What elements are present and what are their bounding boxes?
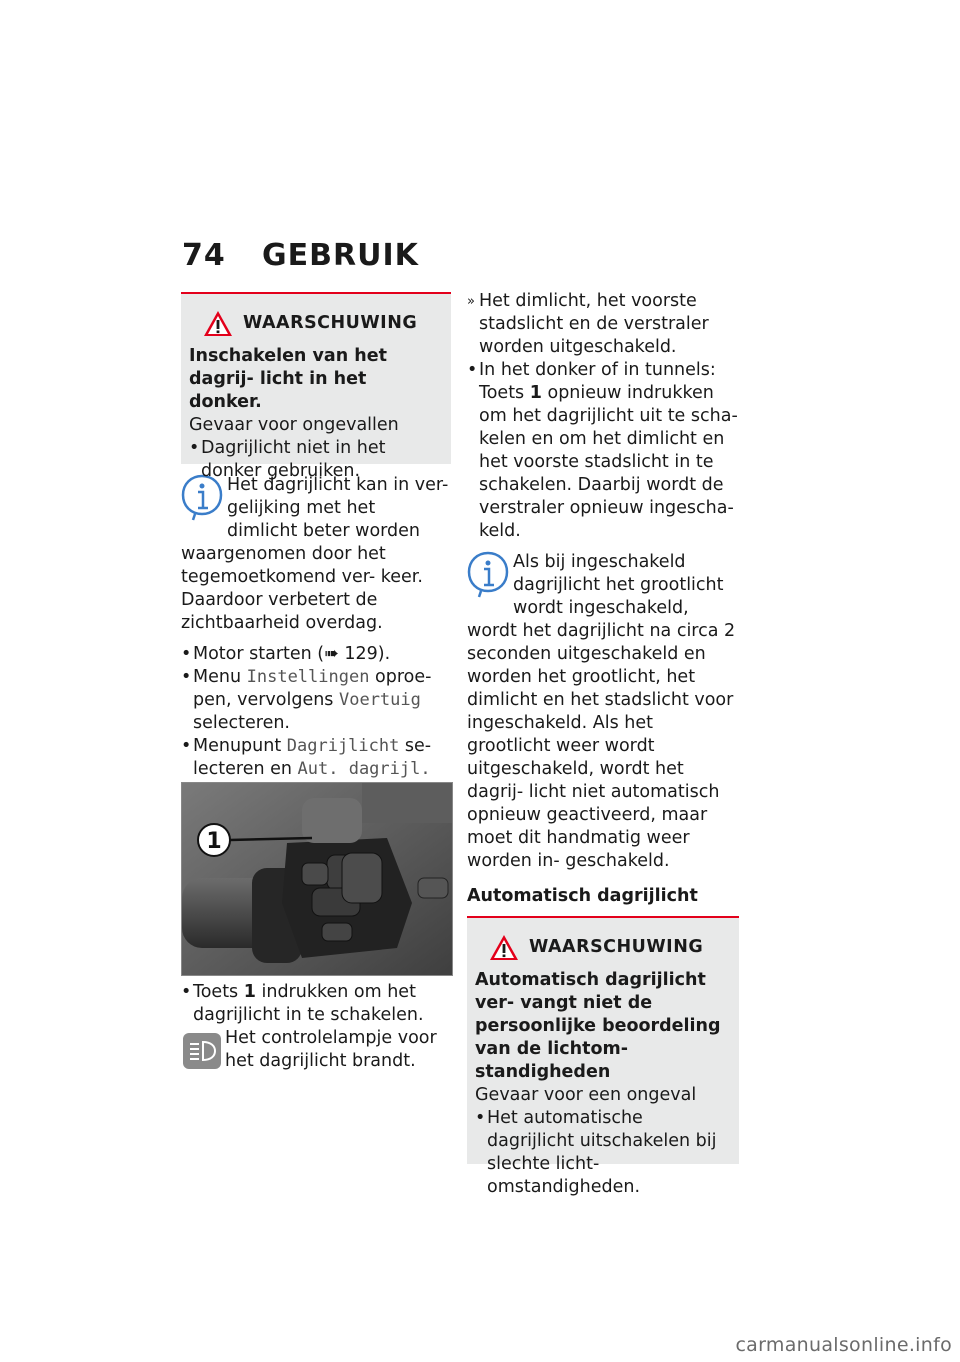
left-column-lower [181,981,451,1073]
warning-triangle-icon [203,310,233,337]
warning-header [203,310,443,337]
warning-heading-right: WAARSCHUWING [529,937,704,957]
page-reference-link[interactable]: 129 [344,644,378,664]
step1-end: ). [377,644,391,664]
warning-title-right: Automatisch dagrijlicht ver- vangt niet de persoonlijke beoordeling van de lichtom- standigheden [475,970,721,1082]
step-open-menu: • Menu Instellingen oproe- pen, vervolgens Voertuig selecteren. [181,667,432,733]
daytime-light-indicator-icon [183,1033,221,1069]
indicator-text: Het controlelampje voor het dagrijlicht brandt. [225,1028,437,1071]
menu-vehicle-label: Voertuig [338,690,421,710]
handlebar-illustration [182,783,452,975]
handlebar-switch-figure [181,782,453,976]
step2-text-b: oproe- pen, vervolgens [193,667,432,710]
result-item [467,290,739,359]
warning-box-right [467,916,739,1197]
step2-text-a: Menu [193,667,247,687]
menu-daylight-label: Dagrijlicht [286,736,400,756]
info-note [181,474,451,635]
step-press-button: • Toets 1 indrukken om het dagrijlicht in te schakelen. [181,982,424,1025]
indicator-note [181,1027,451,1073]
info-note-right [467,551,739,873]
step-dark-tunnel: • In het donker of in tunnels: Toets 1 opnieuw indrukken om het dagrijlicht uit te scha- kelen en om het dimlicht en het voorste stadslicht in te schakelen. Daarbij wordt de verstraler opnieuw ingescha- keld. [467,360,738,541]
info-text: Het dagrijlicht kan in ver- gelijking met het dimlicht beter worden waargenomen door het tegemoetkomend ver- keer. Daardoor verbetert de zichtbaarheid overdag. [181,475,449,633]
warning-subtitle: Gevaar voor ongevallen [189,415,399,435]
warning-triangle-icon [489,934,519,961]
warning-bullet: • Dagrijlicht niet in het donker gebruiken. [189,437,443,483]
info-text-right: Als bij ingeschakeld dagrijlicht het grootlicht wordt ingeschakeld, wordt het dagrijlicht na circa 2 seconden uitgeschakeld en worden het grootlicht, het dimlicht en het stadslicht voor ingeschakeld. Als het grootlicht weer wordt uitgeschakeld, wordt het dagrij- licht niet automatisch opnieuw geactiveerd, maar moet dit handmatig weer worden in- geschakeld. [467,552,736,871]
menu-settings-label: Instellingen [246,667,370,687]
arrow-reference-icon: ➠ [324,644,345,664]
step4-text-a: Toets [193,982,244,1002]
step1-text: Motor starten ( [193,644,325,664]
step-start-engine: • Motor starten (➠ 129). [181,644,391,664]
menu-auto-daylight-label: Aut. dagrijl. [297,759,431,779]
section-title: GEBRUIK [262,238,419,273]
warning-header-right [489,934,731,961]
result-arrow-icon: » [467,294,475,309]
warning-bullet-right-text: Het automatische dagrijlicht uitschakelen bij slechte licht- omstandigheden. [487,1108,717,1197]
warning-bullet-right: • Het automatische dagrijlicht uitschakelen bij slechte licht- omstandigheden. [475,1107,731,1199]
info-icon [467,551,509,599]
warning-heading: WAARSCHUWING [243,313,418,333]
page-number: 74 [182,238,226,273]
figure-callout-1: 1 [206,829,222,854]
step3-text-a: Menupunt [193,736,287,756]
left-column [181,292,451,804]
step-dark-button-number: 1 [529,383,542,403]
step-dark-text-b: opnieuw indrukken om het dagrijlicht uit te scha- kelen en om het dimlicht en het voorste stadslicht in te schakelen. Daarbij wordt de verstraler opnieuw ingescha- keld. [479,383,738,541]
warning-subtitle-right: Gevaar voor een ongeval [475,1085,697,1105]
warning-bullet-text: Dagrijlicht niet in het donker gebruiken. [201,438,386,481]
step2-text-c: selecteren. [193,713,290,733]
subheading-auto-daylight: Automatisch dagrijlicht [467,886,698,906]
step4-text-b: indrukken om het dagrijlicht in te schakelen. [193,982,424,1025]
result-text: Het dimlicht, het voorste stadslicht en de verstraler worden uitgeschakeld. [479,291,709,357]
footer-watermark[interactable]: carmanualsonline.info [735,1334,952,1356]
warning-box [181,292,451,481]
step-select-item: • Menupunt Dagrijlicht se- lecteren en Aut. dagrijl. [181,735,451,804]
warning-title: Inschakelen van het dagrij- licht in het donker. [189,346,387,412]
step3-text-b: se- lecteren en [193,736,432,779]
right-column [467,290,739,1197]
step4-button-number: 1 [243,982,256,1002]
step-dark-text-a: In het donker of in tunnels: Toets [479,360,716,403]
